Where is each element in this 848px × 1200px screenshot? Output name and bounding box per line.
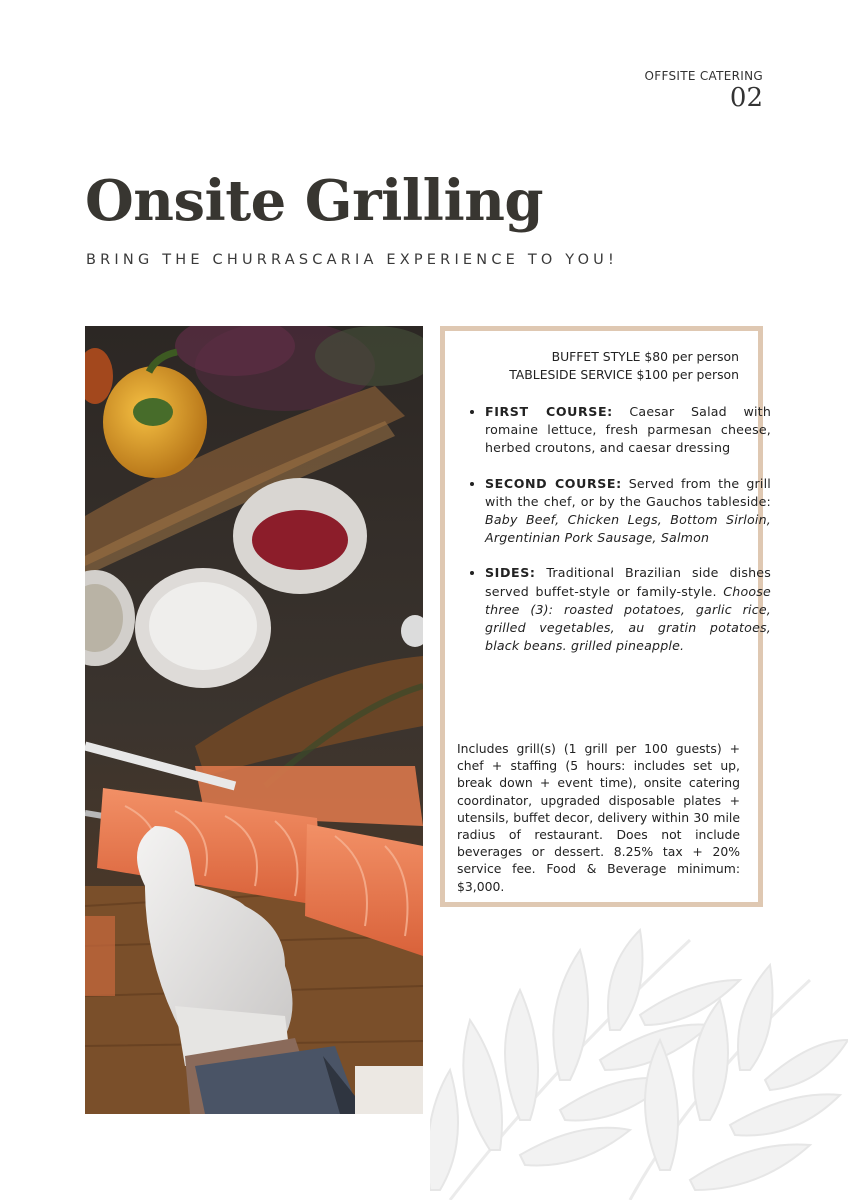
course-item	[485, 403, 771, 458]
tableside-price: TABLESIDE SERVICE $100 per person	[509, 367, 739, 382]
package-includes: Includes grill(s) (1 grill per 100 guests) + chef + staffing (5 hours: includes set up, break down + event time), onsite catering coordinator, upgraded disposable plates + utensils, buffet decor, delivery within 30 mile radius of restaurant. Does not include beverages or dessert. 8.25% tax + 20% service fee. Food & Beverage minimum: $3,000.	[457, 741, 740, 894]
course-options: Choose three (3): roasted potatoes, garlic rice, grilled vegetables, au gratin potatoes, black beans. grilled pineapple.	[485, 583, 771, 654]
course-heading: SECOND COURSE:	[485, 475, 622, 491]
course-heading: FIRST COURSE:	[485, 404, 613, 419]
course-description: Served from the grill with the chef, or by the Gauchos tableside:	[485, 475, 771, 509]
leaf-watermark	[430, 920, 848, 1200]
buffet-price: BUFFET STYLE $80 per person	[551, 349, 739, 364]
price-list	[509, 348, 739, 384]
menu-card	[440, 326, 772, 907]
course-heading: SIDES:	[485, 565, 536, 581]
course-description: Caesar Salad with romaine lettuce, fresh parmesan cheese, herbed croutons, and caesar dressing	[485, 404, 772, 456]
course-list	[457, 403, 771, 672]
page-title: Onsite Grilling	[85, 168, 544, 234]
course-item	[485, 564, 771, 655]
course-item	[485, 475, 771, 548]
course-description: Traditional Brazilian side dishes served buffet-style or family-style.	[485, 565, 771, 599]
page-subtitle: BRING THE CHURRASCARIA EXPERIENCE TO YOU!	[86, 252, 619, 268]
page-number: 02	[729, 83, 763, 113]
section-header	[645, 69, 763, 111]
course-options: Baby Beef, Chicken Legs, Bottom Sirloin, Argentinian Pork Sausage, Salmon	[485, 512, 771, 546]
salmon-grilling-photo	[85, 326, 423, 1114]
section-label: OFFSITE CATERING	[644, 69, 763, 83]
